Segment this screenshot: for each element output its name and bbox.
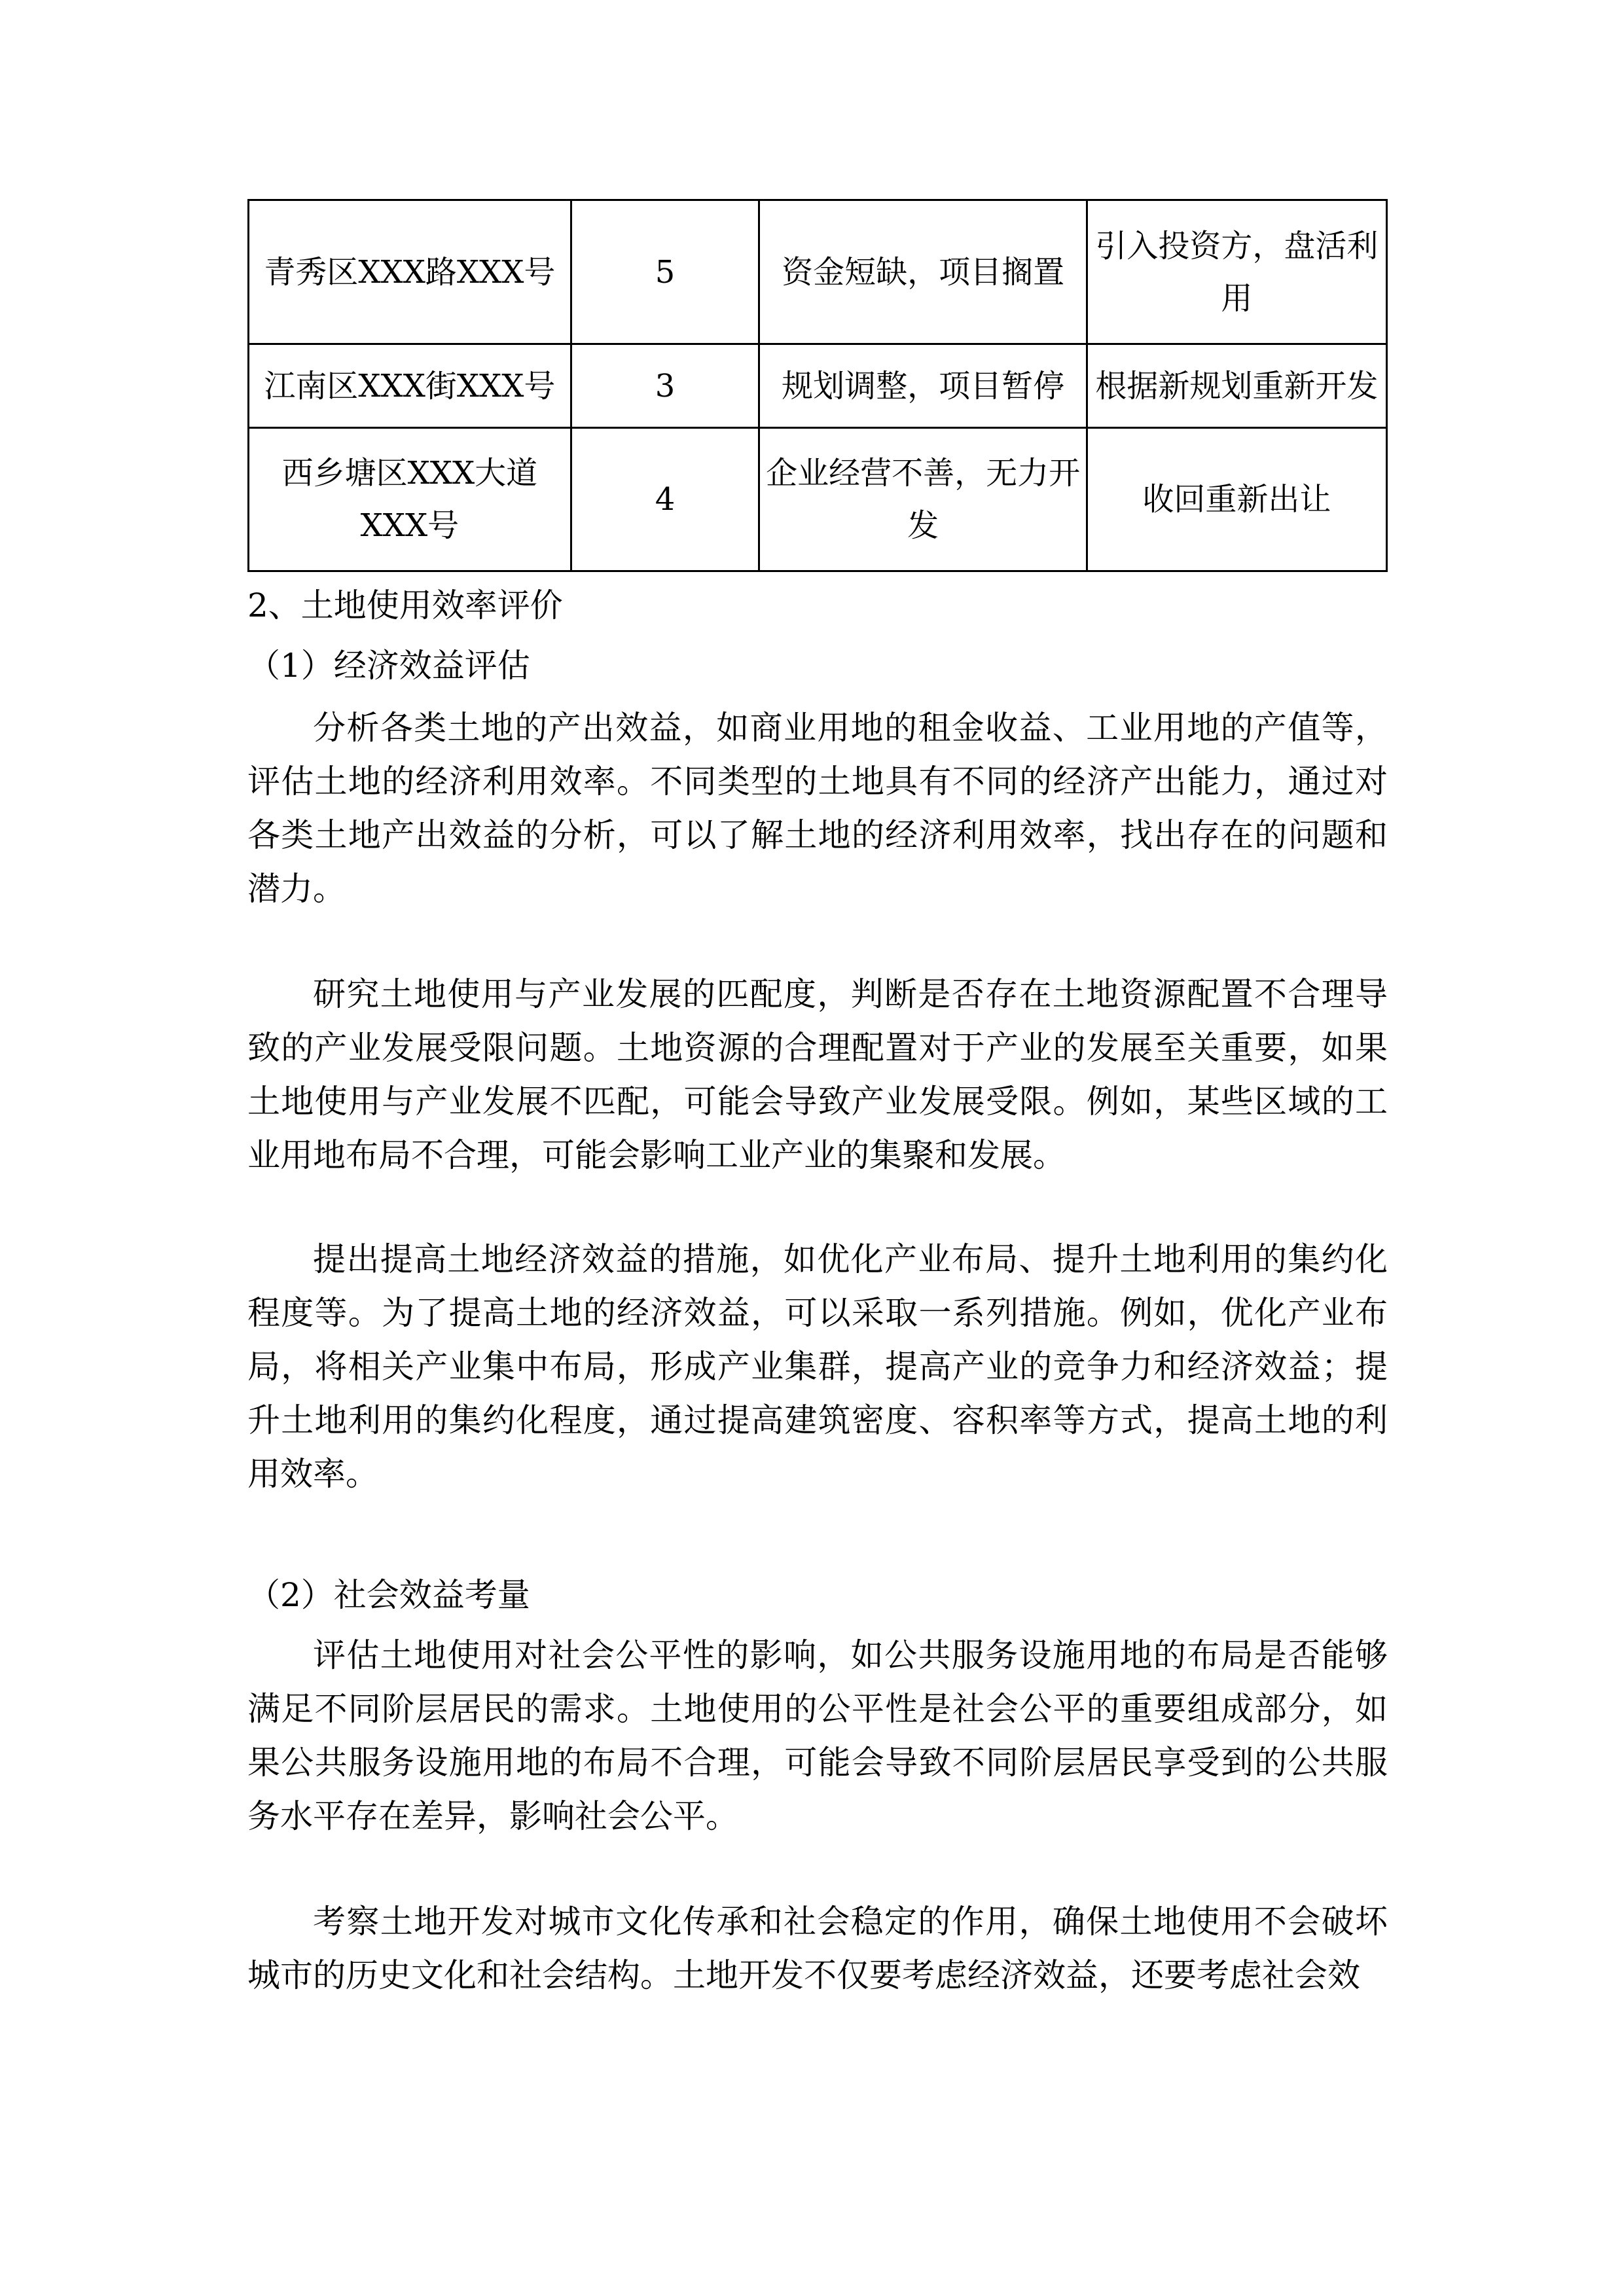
area-cell: 4 — [571, 428, 759, 571]
paragraph: 分析各类土地的产出效益，如商业用地的租金收益、工业用地的产值等，评估土地的经济利用效率。不同类型的土地具有不同的经济产出能力，通过对各类土地产出效益的分析，可以了解土地的经济利用效率，找出存在的问题和潜力。 — [247, 709, 1388, 908]
measure-cell: 收回重新出让 — [1087, 428, 1386, 571]
area-cell: 5 — [571, 200, 759, 344]
area-cell: 3 — [571, 344, 759, 428]
subsection-heading: （1）经济效益评估 — [247, 647, 530, 685]
location-cell: 青秀区XXX路XXX号 — [249, 200, 571, 344]
paragraph: 研究土地使用与产业发展的匹配度，判断是否存在土地资源配置不合理导致的产业发展受限问题。土地资源的合理配置对于产业的发展至关重要，如果土地使用与产业发展不匹配，可能会导致产业发展受限。例如，某些区域的工业用地布局不合理，可能会影响工业产业的集聚和发展。 — [247, 975, 1388, 1174]
reason-cell: 资金短缺，项目搁置 — [759, 200, 1087, 344]
table-row — [249, 428, 1387, 571]
location-cell: 江南区XXX街XXX号 — [249, 344, 571, 428]
measure-cell: 引入投资方，盘活利用 — [1087, 200, 1386, 344]
paragraph: 考察土地开发对城市文化传承和社会稳定的作用，确保土地使用不会破坏城市的历史文化和社会结构。土地开发不仅要考虑经济效益，还要考虑社会效 — [247, 1903, 1388, 1994]
paragraph: 提出提高土地经济效益的措施，如优化产业布局、提升土地利用的集约化程度等。为了提高土地的经济效益，可以采取一系列措施。例如，优化产业布局，将相关产业集中布局，形成产业集群，提高产业的竞争力和经济效益；提升土地利用的集约化程度，通过提高建筑密度、容积率等方式，提高土地的利用效率。 — [247, 1240, 1388, 1493]
section-heading: 2、土地使用效率评价 — [247, 586, 563, 624]
location-cell: 西乡塘区XXX大道XXX号 — [249, 428, 571, 571]
table-row — [249, 200, 1387, 344]
subsection-heading: （2）社会效益考量 — [247, 1576, 530, 1614]
reason-cell: 规划调整，项目暂停 — [759, 344, 1087, 428]
paragraph: 评估土地使用对社会公平性的影响，如公共服务设施用地的布局是否能够满足不同阶层居民的需求。土地使用的公平性是社会公平的重要组成部分，如果公共服务设施用地的布局不合理，可能会导致不同阶层居民享受到的公共服务水平存在差异，影响社会公平。 — [247, 1636, 1388, 1835]
measure-cell: 根据新规划重新开发 — [1087, 344, 1386, 428]
table-row — [249, 344, 1387, 428]
reason-cell: 企业经营不善，无力开发 — [759, 428, 1087, 571]
idle-land-table — [247, 199, 1388, 572]
